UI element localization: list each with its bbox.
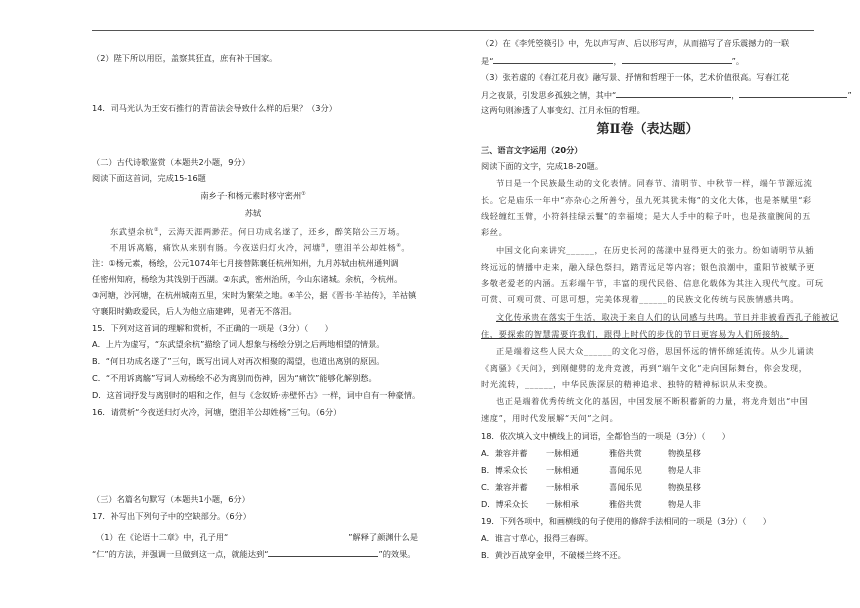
passage-p1-line-3: 线轻缠红玉臂，小符斜挂绿云鬟”的幸福境；是大人手中的粽子叶，也是孩童腕间的五	[481, 211, 811, 221]
part-2-title: 第Ⅱ卷（表达题）	[596, 122, 699, 137]
q15-option-c: C．“不用诉离觞”写词人劝杨绘不必为离别而伤神，因为“痛饮”能够化解别愁。	[92, 373, 377, 383]
q18-a-word-3: 雅俗共赏	[609, 448, 642, 458]
section-3-language-header: 三、语言文字运用（20分）	[481, 145, 583, 155]
passage-p5-line-1: 也正是端着优秀传统文化的基因，中国发展不断积蓄新的力量，将龙舟划出“中国	[496, 396, 809, 406]
q18-a-word-1: A．兼容并蓄	[481, 448, 528, 458]
poem-note-1: 注：①杨元素，杨绘，公元1074年七月接替陈襄任杭州知州，九月苏轼由杭州通判调	[92, 258, 399, 268]
q18-d-word-2: 一脉相承	[546, 499, 579, 509]
q18-c-word-3: 喜闻乐见	[609, 482, 642, 492]
poem-note-4: 守襄阳时勤政爱民，后人为他立庙建碑，见者无不落泪。	[92, 306, 297, 316]
passage-p2-line-1: 中国文化向来讲究______，在历史长河的荡漾中显得更大的张力。纷如请明节从插	[496, 245, 815, 255]
passage-p1-line-1: 节日是一个民族最生动的文化表情。同春节、清明节、中秋节一样，端午节源远流	[496, 178, 813, 188]
question-15: 15．下列对这首词的理解和赏析，不正确的一项是（3分）（ ）	[92, 323, 333, 333]
q18-c-word-2: 一脉相承	[546, 482, 579, 492]
q19-option-b: B．黄沙百战穿金甲，不破楼兰终不还。	[481, 550, 626, 560]
q18-a-word-4: 物换星移	[668, 448, 701, 458]
section-3-header: （三）名篇名句默写（本题共1小题，6分）	[92, 494, 250, 504]
q18-c-word-4: 物换星移	[668, 482, 701, 492]
question-16: 16．请赏析“今夜送归灯火冷，河塘，堕泪羊公却姓杨”三句。（6分）	[92, 407, 342, 417]
q13-line-2: （2）陛下所以用臣，盖察其狂直，庶有补于国家。	[92, 53, 278, 63]
q18-b-word-4: 物是人非	[668, 465, 701, 475]
section-2-intro: 阅读下面这首词，完成15-16题	[92, 173, 206, 183]
q17-1-line-a: （1）在《论语十二章》中，孔子用“ ”解释了颜渊什么是	[96, 532, 419, 542]
q15-option-d: D．这首词抒发与离别时的唱和之作，但与《念奴娇·赤壁怀古》一样，词中自有一种豪情。	[92, 390, 421, 400]
q18-d-word-1: D．博采众长	[481, 499, 529, 509]
q17-3-line-b: 月之夜景，引发思乡孤独之情，其中“ ， ”	[481, 90, 852, 100]
passage-p2-line-4: 可赏、可观可赏、可思可想，完美体现着______的民族文化传统与民族情感共鸣。	[481, 294, 800, 304]
question-19: 19．下列各项中，和画横线的句子使用的修辞手法相同的一项是（3分）（ ）	[481, 516, 771, 526]
poem-note-3: ③河塘，沙河塘，在杭州城南五里，宋时为繁荣之地。④羊公，据《晋书·羊祜传》，羊祜镇	[92, 290, 417, 300]
q18-b-word-1: B．博采众长	[481, 465, 528, 475]
question-14: 14．司马光认为王安石推行的青苗法会导致什么样的后果？（3分）	[92, 103, 337, 113]
poem-line-1: 东武望余杭②，云海天涯两渺茫。何日功成名遂了，还乡，醉笑陪公三万场。	[110, 226, 406, 237]
passage-p4-line-3: 时光流转，______，中华民族深层的精神追求、独特的精神标识从未变换。	[481, 379, 773, 389]
q18-a-word-2: 一脉相通	[546, 448, 579, 458]
q18-b-word-2: 一脉相通	[546, 465, 579, 475]
q18-c-word-1: C．兼容并蓄	[481, 482, 528, 492]
q15-option-b: B．“何日功成名遂了”三句，既写出词人对再次相聚的渴望，也道出离别的原因。	[92, 356, 385, 366]
poem-author: 苏轼	[244, 208, 262, 218]
poem-note-2: 任密州知府，杨绘为其饯别于西湖。②东武，密州治所，今山东诸城。余杭，今杭州。	[92, 274, 403, 284]
poem-line-2: 不用诉离觞，痛饮从来别有肠。今夜送归灯火冷，河塘③，堕泪羊公却姓杨④。	[110, 242, 411, 253]
poem-title: 南乡子·和杨元素时移守密州①	[200, 190, 306, 201]
q18-d-word-3: 雅俗共赏	[609, 499, 642, 509]
passage-p4-line-1: 正是端着这些人民大众______的文化习俗，思国怀远的情怀绵延流传。从少儿诵读	[496, 346, 815, 356]
passage-p2-line-2: 终远远的情播中走来，融入绿色祭扫，踏青远足等内容；银色浪潮中，重阳节被赋予更	[481, 262, 815, 272]
passage-underlined-line-2: 住，要探索的智慧需要许我们，跟得上时代的步伐的节日更容易为人们所接纳。	[481, 329, 789, 339]
q18-b-word-3: 喜闻乐见	[609, 465, 642, 475]
q17-2-line-a: （2）在《李凭箜篌引》中，先以声写声、后以形写声，从而描写了音乐震撼力的一联	[481, 38, 790, 48]
passage-p2-line-3: 多敬老爱老的内涵。五彩端午节，丰富的现代民俗、信息化载体为其注入现代气度。可玩	[481, 278, 824, 288]
q17-1-line-b: “仁”的方法，并强调一旦做到这一点，就能达到“ ”的效果。	[92, 549, 416, 559]
question-17: 17．补写出下列句子中的空缺部分。（6分）	[92, 511, 251, 521]
passage-p5-line-2: 速度”，用时代发展解“天问”之问。	[481, 413, 619, 423]
question-18: 18．依次填入文中横线上的词语，全都恰当的一项是（3分）（ ）	[481, 431, 730, 441]
passage-underlined-line-1: 文化传承贵在落实于生活，取决于来自人们的认同感与共鸣。节日并非被看西孔子能被记	[496, 312, 839, 322]
q17-3-line-a: （3）张若虚的《春江花月夜》融写景、抒情和哲理于一体，艺术价值很高。写春江花	[481, 72, 790, 82]
page-top-rule	[92, 30, 814, 31]
section-2-header: （二）古代诗歌鉴赏（本题共2小题，9分）	[92, 157, 250, 167]
q18-d-word-4: 物是人非	[668, 499, 701, 509]
passage-p1-line-4: 彩丝。	[481, 227, 508, 237]
q17-2-line-b: 是“ ， ”。	[481, 56, 745, 66]
passage-p1-line-2: 长。它是庙乐一年中“亦杂心之所善兮，虽九死其犹未悔”的文化大体，也是茶赋里“彩	[481, 195, 812, 205]
q15-option-a: A．上片为虚写，“东武望余杭”描绘了词人想象与杨绘分别之后两地相望的情景。	[92, 339, 385, 349]
q19-option-a: A．谁言寸草心，报得三春晖。	[481, 533, 594, 543]
reading-intro: 阅读下面的文字，完成18-20题。	[481, 161, 604, 171]
passage-p4-line-2: 《离骚》《天问》，到刚健劈的龙舟竞渡，再到“端午文化”走向国际舞台，你会发现，	[481, 363, 808, 373]
q17-3-line-c: 这两句则渗透了人事变幻、江月永恒的哲理。	[481, 105, 645, 115]
